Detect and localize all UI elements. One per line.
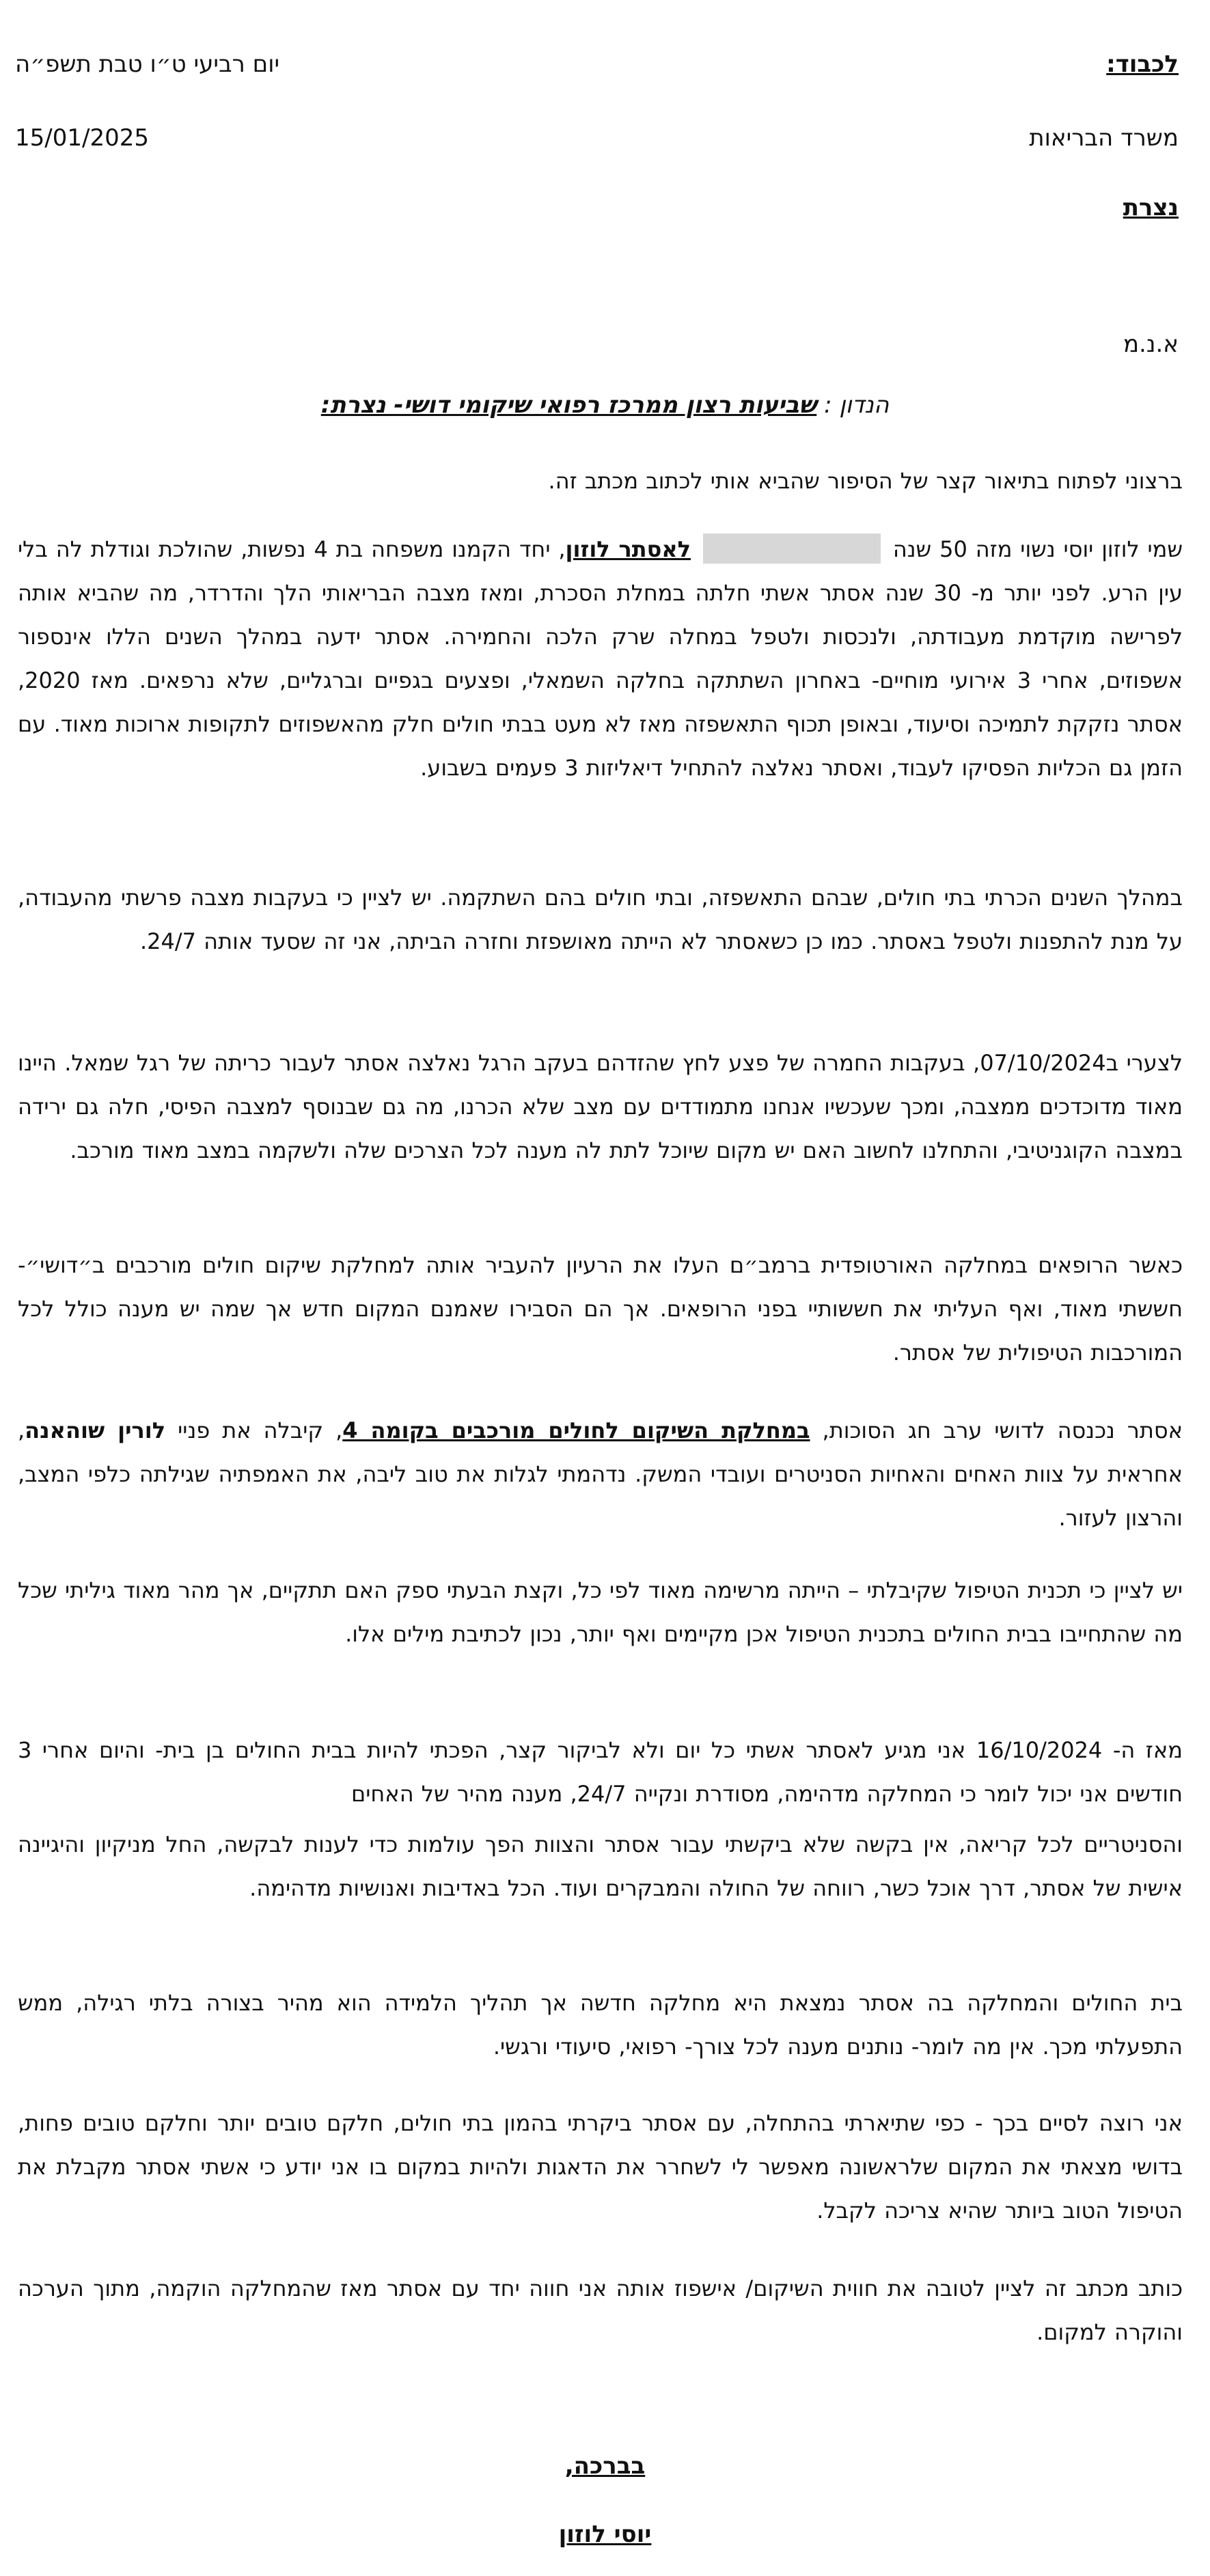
redacted-block xyxy=(703,534,881,564)
paragraph-referral: כאשר הרופאים במחלקה האורטופדית ברמב״ם העלו את הרעיון להעביר אותה למחלקת שיקום חולים מורכבים ב״דושי״- חששתי מאוד, ואף העליתי את חששותיי בפני הרופאים. אך הם הסבירו שאמנם המקום חדש אך שמה יש מענה כולל לכל המורכבות הטיפולית של אסתר. xyxy=(18,1252,1183,1366)
paragraph-intro: ברצוני לפתוח בתיאור קצר של הסיפור שהביא אותי לכתוב מכתב זה. xyxy=(548,468,1183,494)
salutation: א.נ.מ xyxy=(1123,331,1179,358)
paragraph-gratitude: כותב מכתב זה לציין לטובה את חווית השיקום/ אישפוז אותה אני חווה יחד עם אסתר מאז שהמחלקה הוקמה, מתוך הערכה והוקרה למקום. xyxy=(18,2275,1183,2345)
paragraph-hospitals: במהלך השנים הכרתי בתי חולים, שבהם התאשפזה, ובתי חולים בהם השתקמה. יש לציין כי בעקבות מצבה פרשתי מהעבודה, על מנת להתפנות ולטפל באסתר. כמו כן כשאסתר לא הייתה מאושפזת וחזרה הביתה, אני זה שסעד אותה 24/7. xyxy=(18,885,1183,954)
signature: יוסי לוזון xyxy=(558,2521,652,2548)
paragraph-daily-visits: מאז ה- 16/10/2024 אני מגיע לאסתר אשתי כל יום ולא לביקור קצר, הפכתי להיות בבית החולים בן בית- והיום אחרי 3 חודשים אני יכול לומר כי המחלקה מדהימה, מסודרת ונקייה 24/7, מענה מהיר של האחים xyxy=(18,1737,1183,1807)
hebrew-date: יום רביעי ט״ו טבת תשפ״ה xyxy=(15,51,280,78)
paragraph-background: שמי לוזון יוסי נשוי מזה 50 שנה לאסתר לוזון, יחד הקמנו משפחה בת 4 נפשות, שהולכת וגודלת לה בלי עין הרע. לפני יותר מ- 30 שנה אסתר אשתי חלתה במחלת הסכרת, ומאז מצבה הבריאותי הלך והדרדר, מה שהביא אותה לפרישה מוקדמת מעבודתה, ולנכסות ולטפל במחלה שרק הלכה והחמירה. אסתר ידעה במהלך השנים הללו אינספור אשפוזים, אחרי 3 אירועי מוחיים- באחרון השתתקה בחלקה השמאלי, ופצעים בגפיים וברגליים, שלא נרפאים. מאז 2020, אסתר נזקקת לתמיכה וסיעוד, ובאופן תכוף התאשפזה מאז לא מעט בבתי חולים חלק מהאשפוזים לתקופות ארוכות מאוד. עם הזמן גם הכליות הפסיקו לעבוד, ואסתר נאלצה להתחיל דיאליזות 3 פעמים בשבוע. xyxy=(18,527,1183,790)
subject-text: שביעות רצון ממרכז רפואי שיקומי דושי- נצרת: xyxy=(320,391,817,419)
paragraph-conclusion: אני רוצה לסיים בכך - כפי שתיארתי בהתחלה, עם אסתר ביקרתי בהמון בתי חולים, חלקם טובים יותר וחלקם טובים פחות, בדושי מצאתי את המקום שלראשונה מאפשר לי לשחרר את הדאגות ולהיות במקום בו אני יודע כי אשתי אסתר מקבלת את הטיפול הטוב ביותר שהיא צריכה לקבל. xyxy=(18,2110,1183,2224)
closing-greeting: בברכה, xyxy=(564,2452,646,2480)
wife-name: לאסתר לוזון xyxy=(565,536,691,562)
paragraph-treatment-plan: יש לציין כי תכנית הטיפול שקיבלתי – הייתה מרשימה מאוד לפי כל, וקצת הבעתי ספק האם תתקיים, אך מהר מאוד גיליתי שכל מה שהתחייבו בבית החולים בתכנית הטיפול אכן מקיימים ואף יותר, נכון לכתיבת מילים אלו. xyxy=(18,1577,1183,1647)
department-name: במחלקת השיקום לחולים מורכבים בקומה 4 xyxy=(342,1417,810,1443)
to-label: לכבוד: xyxy=(1106,51,1179,78)
subject-label: הנדון : xyxy=(824,391,890,419)
paragraph-admission: אסתר נכנסה לדושי ערב חג הסוכות, במחלקת השיקום לחולים מורכבים בקומה 4, קיבלה את פניי לורין שוהאנה, אחראית על צוות האחים והאחיות הסניטרים ועובדי המשק. נדהמתי לגלות את טוב ליבה, את האמפתיה שגילתה כלפי המצב, והרצון לעזור. xyxy=(18,1417,1183,1531)
paragraph-new-department: בית החולים והמחלקה בה אסתר נמצאת היא מחלקה חדשה אך תהליך הלמידה הוא מהיר בצורה בלתי רגילה, ממש התפעלתי מכך. אין מה לומר- נותנים מענה לכל צורך- רפואי, סיעודי ורגשי. xyxy=(18,1990,1183,2060)
recipient-office: משרד הבריאות xyxy=(1029,124,1179,152)
numeric-date: 15/01/2025 xyxy=(15,124,149,152)
recipient-city: נצרת xyxy=(1123,194,1179,221)
staff-name: לורין שוהאנה xyxy=(25,1417,166,1443)
subject-line xyxy=(0,388,1210,422)
paragraph-staff-service: והסניטריים לכל קריאה, אין בקשה שלא ביקשתי עבור אסתר והצוות הפך עולמות כדי לענות לבקשה, החל מניקיון והיגיינה אישית של אסתר, דרך אוכל כשר, רווחה של החולה והמבקרים ועוד. הכל באדיבות ואנושיות מדהימה. xyxy=(18,1831,1183,1901)
paragraph-amputation: לצערי ב07/10/2024, בעקבות החמרה של פצע לחץ שהזדהם בעקב הרגל נאלצה אסתר לעבור כריתה של רגל שמאל. היינו מאוד מדוכדכים ממצבה, ומכך שעכשיו אנחנו מתמודדים עם מצב שלא הכרנו, מה גם שבנוסף למצבה הפיסי, חלה גם ירידה במצבה הקוגניטיבי, והתחלנו לחשוב האם יש מקום שיוכל לתת לה מענה לכל הצרכים שלה ולשקמה במצב מאוד מורכב. xyxy=(18,1050,1183,1163)
